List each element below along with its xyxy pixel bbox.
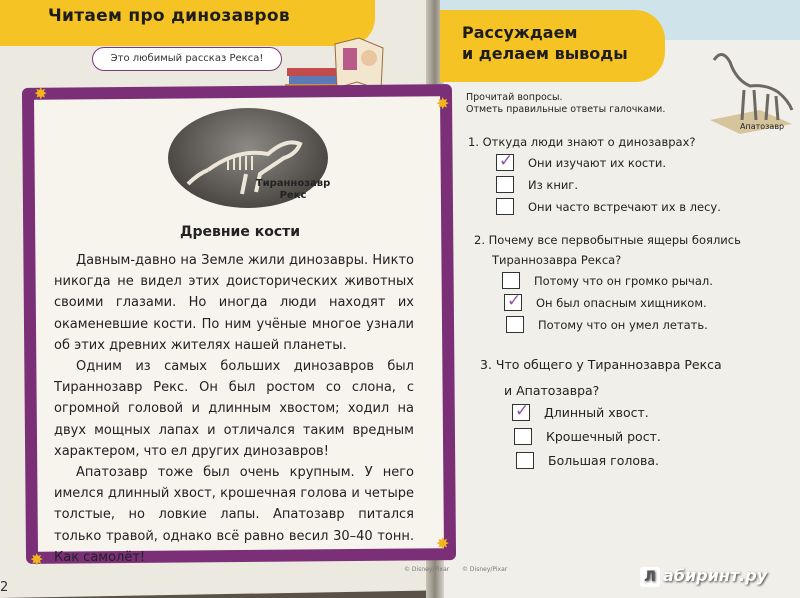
- page-number: 2: [0, 580, 9, 595]
- answer-checkbox[interactable]: [496, 198, 514, 215]
- right-page-title: [462, 22, 628, 64]
- answer-label: Они изучают их кости.: [528, 155, 667, 170]
- instruction-line1: Прочитай вопросы.: [466, 92, 563, 103]
- copyright-left: © Disney/Pixar: [404, 566, 450, 573]
- check-mark-icon: ✓: [515, 401, 530, 421]
- answer-label: Потому что он громко рычал.: [534, 273, 713, 288]
- answer-label: Из книг.: [528, 177, 579, 192]
- right-title-line1: Рассуждаем: [462, 23, 578, 42]
- star-icon: ✸: [436, 94, 450, 113]
- question-2-line2: Тираннозавра Рекса?: [492, 253, 622, 267]
- answer-checkbox[interactable]: [516, 452, 534, 469]
- answer-label: Крошечный рост.: [546, 429, 661, 444]
- answer-checkbox[interactable]: [512, 401, 530, 421]
- story-text: [54, 250, 414, 568]
- answer-label: Потому что он умел летать.: [538, 317, 708, 332]
- star-icon: ✸: [30, 550, 44, 569]
- story-paragraph: Апатозавр тоже был очень крупным. У него имелся длинный хвост, крошечная голова и четыре толстые, но ловкие лапы. Апатозавр питался только травой, однако всё равно весил 30–40 тонн. Как самолёт!: [54, 465, 414, 565]
- copyright-right: © Disney/Pixar: [462, 566, 508, 573]
- left-page-title: Читаем про динозавров: [48, 6, 290, 26]
- check-mark-icon: ✓: [499, 151, 514, 171]
- apatosaurus-caption: Апатозавр: [740, 122, 785, 131]
- question-3-line2: и Апатозавра?: [504, 383, 600, 398]
- star-icon: ✸: [34, 84, 48, 103]
- instructions: [466, 92, 665, 116]
- speech-bubble: Это любимый рассказ Рекса!: [92, 47, 282, 71]
- answer-option[interactable]: [516, 452, 659, 469]
- site-watermark: [640, 566, 767, 587]
- answer-checkbox[interactable]: [496, 151, 514, 171]
- question-2: [474, 230, 741, 270]
- answer-option[interactable]: [504, 291, 707, 311]
- answer-option[interactable]: [496, 176, 578, 193]
- answer-label: Они часто встречают их в лесу.: [528, 199, 721, 214]
- question-3: [480, 352, 722, 404]
- answer-checkbox[interactable]: [504, 291, 522, 311]
- check-mark-icon: ✓: [507, 291, 522, 311]
- dino-caption-line2: Рекс: [279, 190, 307, 201]
- answer-option[interactable]: [502, 272, 713, 289]
- dino-caption-line1: Тираннозавр: [255, 178, 331, 189]
- answer-checkbox[interactable]: [502, 272, 520, 289]
- labirint-logo-icon: Л: [640, 567, 660, 587]
- answer-checkbox[interactable]: [496, 176, 514, 193]
- answer-label: Длинный хвост.: [544, 405, 649, 420]
- right-title-line2: и делаем выводы: [462, 44, 628, 63]
- answer-option[interactable]: [514, 428, 661, 445]
- answer-option[interactable]: [506, 316, 708, 333]
- question-3-line1: 3. Что общего у Тираннозавра Рекса: [480, 357, 722, 372]
- star-icon: ✸: [436, 534, 450, 553]
- story-title: Древние кости: [180, 224, 301, 240]
- dino-caption: [250, 178, 336, 202]
- answer-option[interactable]: [512, 401, 649, 421]
- answer-label: Большая голова.: [548, 453, 660, 468]
- question-2-line1: 2. Почему все первобытные ящеры боялись: [474, 233, 741, 247]
- story-paragraph: Одним из самых больших динозавров был Тираннозавр Рекс. Он был ростом со слона, с огромной головой и длинным хвостом; ходил на двух мощных лапах и отличался таким вредным характером, что ел других динозавров!: [54, 359, 414, 459]
- instruction-line2: Отметь правильные ответы галочками.: [466, 104, 666, 115]
- answer-option[interactable]: [496, 198, 721, 215]
- answer-option[interactable]: [496, 151, 667, 171]
- question-1: 1. Откуда люди знают о динозаврах?: [468, 135, 696, 149]
- watermark-text: абиринт.ру: [663, 566, 768, 585]
- answer-label: Он был опасным хищником.: [536, 295, 707, 310]
- answer-checkbox[interactable]: [506, 316, 524, 333]
- answer-checkbox[interactable]: [514, 428, 532, 445]
- story-paragraph: Давным-давно на Земле жили динозавры. Никто никогда не видел этих доисторических животных своими глазами. Но иногда люди находят их окаменевшие кости. По ним учёные многое узнали об этих древних жителях нашей планеты.: [54, 253, 414, 353]
